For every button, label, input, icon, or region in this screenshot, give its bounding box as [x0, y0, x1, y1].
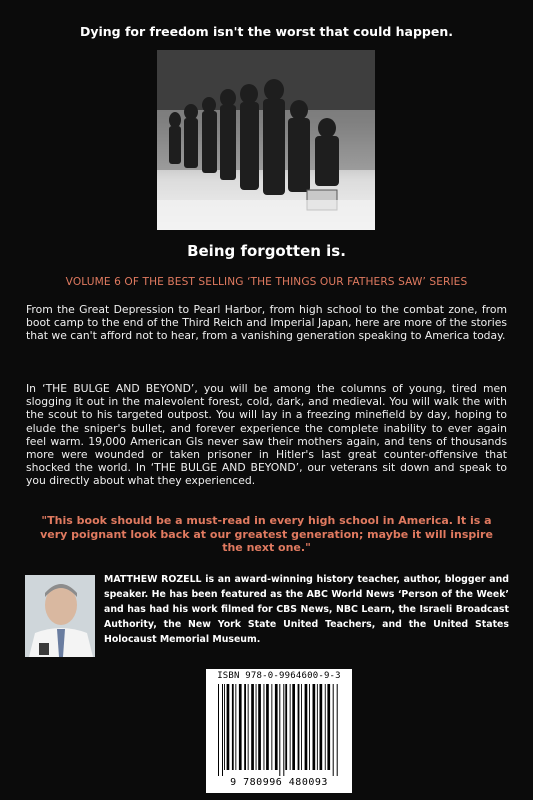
- isbn-text: ISBN 978-0-9964600-9-3: [217, 671, 341, 681]
- barcode-bars: [216, 684, 346, 776]
- review-quote: "This book should be a must-read in every high school in America. It is a very poignant look back at our greatest generation; maybe it will inspire the next one.": [40, 514, 493, 554]
- cover-photo-soldiers: [157, 50, 375, 230]
- barcode: [206, 669, 352, 793]
- mid-tagline: Being forgotten is.: [187, 242, 346, 260]
- top-tagline: Dying for freedom isn't the worst that could happen.: [79, 24, 454, 39]
- author-portrait: [25, 575, 95, 657]
- soldiers-illustration: [157, 50, 375, 230]
- series-line: VOLUME 6 OF THE BEST SELLING ‘THE THINGS OUR FATHERS SAW’ SERIES: [65, 276, 468, 288]
- description-paragraph: From the Great Depression to Pearl Harbor, from high school to the combat zone, from boot camp to the end of the Third Reich and Imperial Japan, here are more of the stories that we can't afford not to hear, from a vanishing generation speaking to America today.: [26, 303, 507, 343]
- author-photo: [25, 575, 95, 657]
- author-bio: MATTHEW ROZELL is an award-winning history teacher, author, blogger and speaker. He has been featured as the ABC World News ‘Person of the Week’ and has had his work filmed for CBS News, NBC Learn, the Israeli Broadcast Authority, the New York State United Teachers, and the United States Holocaust Memorial Museum.: [104, 574, 509, 645]
- description-paragraph: In ‘THE BULGE AND BEYOND’, you will be among the columns of young, tired men slogging it out in the malevolent forest, cold, dark, and medieval. You will walk the with the scout to his targeted outpost. You will lay in a freezing minefield by day, hoping to elude the sniper's bullet, and forever experience the complete inability to ever again feel warm. 19,000 American GIs never saw their mothers again, and tens of thousands more were wounded or taken prisoner in Hitler's last great counter-offensive that shocked the world. In ‘THE BULGE AND BEYOND’, our veterans sit down and speak to you directly about what they experienced.: [26, 382, 507, 488]
- barcode-digits: 9 780996 480093: [230, 777, 328, 788]
